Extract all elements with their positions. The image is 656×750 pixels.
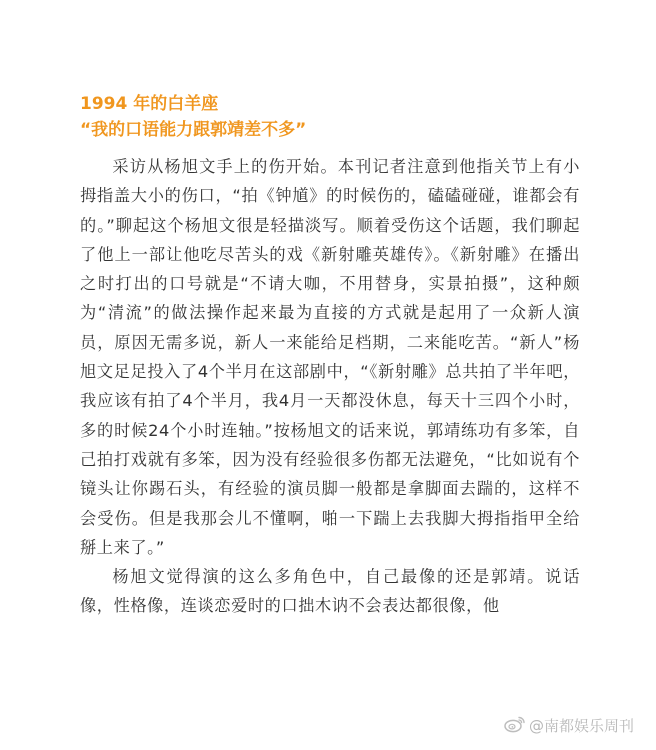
paragraph-1: 采访从杨旭文手上的伤开始。本刊记者注意到他指关节上有小拇指盖大小的伤口，“拍《钟馗》的时候伤的，磕磕碰碰，谁都会有的。”聊起这个杨旭文很是轻描淡写。顺着受伤这个话题，我们聊起了他上一部让他吃尽苦头的戏《新射雕英雄传》。《新射雕》在播出之时打出的口号就是“不请大咖，不用替身，实景拍摄”，这种颇为“清流”的做法操作起来最为直接的方式就是起用了一众新人演员，原因无需多说，新人一来能给足档期，二来能吃苦。“新人”杨旭文足足投入了4个半月在这部剧中，“《新射雕》总共拍了半年吧，我应该有拍了4个半月，我4月一天都没休息，每天十三四个小时，多的时候24个小时连轴。”按杨旭文的话来说，郭靖练功有多笨，自己拍打戏就有多笨，因为没有经验很多伤都无法避免，“比如说有个镜头让你踢石头，有经验的演员脚一般都是拿脚面去踹的，这样不会受伤。但是我那会儿不懂啊，啪一下踹上去我脚大拇指指甲全给掰上来了。” [80, 157, 580, 557]
weibo-logo-icon [504, 715, 529, 737]
article-body [80, 152, 580, 621]
watermark [504, 715, 634, 737]
paragraph-2: 杨旭文觉得演的这么多角色中，自己最像的还是郭靖。说话像，性格像，连谈恋爱时的口拙木讷不会表达都很像，他 [80, 567, 580, 616]
watermark-text: @南都娱乐周刊 [528, 717, 634, 735]
section-heading-line-2: “我的口语能力跟郭靖差不多” [80, 120, 307, 140]
section-heading-line-1: 1994 年的白羊座 [80, 94, 219, 114]
article [80, 91, 580, 621]
